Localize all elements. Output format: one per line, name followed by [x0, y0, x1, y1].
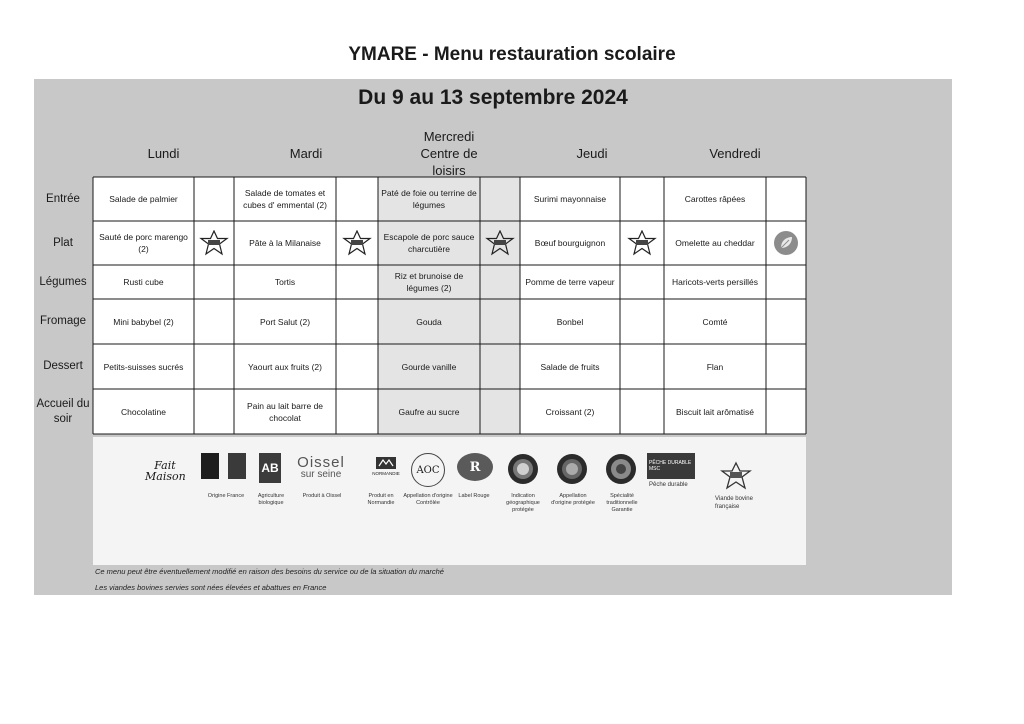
menu-cell-dessert-day-mardi: Yaourt aux fruits (2)	[247, 361, 322, 372]
day-lundi-header: Lundi	[147, 145, 180, 161]
origine-france-icon	[201, 453, 219, 479]
note-viande-origine: Les viandes bovines servies sont nées élevées et abattues en France	[95, 583, 327, 592]
menu-cell-entree-day-vendredi: Carottes râpées	[684, 194, 746, 204]
igp-icon	[507, 453, 539, 485]
menu-cell-dessert-day-lundi: Petits-suisses sucrés	[103, 361, 184, 372]
note-menu-modification: Ce menu peut être éventuellement modifié en raison des besoins du service ou de la situation du marché	[95, 567, 444, 576]
row-label-legumes: Légumes	[39, 275, 87, 288]
menu-cell-entree-day-jeudi: Surimi mayonnaise	[533, 194, 607, 204]
menu-cell-legumes-day-vendredi: Haricots-verts persillés	[672, 277, 758, 287]
legend-label-label-rouge: Label Rouge	[458, 493, 490, 499]
menu-cell-plat-day-mardi: Pâte à la Milanaise	[249, 238, 321, 248]
day-jeudi-header: Jeudi	[576, 145, 608, 161]
aoc-icon: AOC	[411, 453, 445, 487]
menu-cell-fromage-day-mercredi: Gouda	[416, 316, 442, 327]
menu-cell-dessert-day-jeudi: Salade de fruits	[540, 361, 600, 372]
day-mercredi-header: Mercredi Centre de loisirs	[420, 128, 478, 178]
normandie-icon: NORMANDIE	[369, 453, 403, 479]
menu-cell-entree-day-mercredi: Paté de foie ou terrine de légumes	[381, 188, 477, 210]
legend-panel	[93, 437, 806, 565]
viande-bovine-francaise-icon	[194, 221, 234, 265]
menu-cell-accueil-du-soir-day-lundi: Chocolatine	[121, 406, 166, 417]
menu-cell-legumes-day-jeudi: Pomme de terre vapeur	[525, 277, 615, 287]
msc-peche-durable-icon: PÊCHE DURABLE MSC	[647, 453, 695, 479]
page-title: YMARE - Menu restauration scolaire	[348, 44, 676, 65]
menu-cell-dessert-day-vendredi: Flan	[706, 361, 724, 372]
menu-cell-accueil-du-soir-day-vendredi: Biscuit lait arômatisé	[676, 406, 754, 417]
legend-label-igp: Indication géographique protégée	[506, 493, 540, 513]
menu-cell-fromage-day-lundi: Mini babybel (2)	[113, 316, 174, 327]
origine-france-stripe-icon	[228, 453, 246, 479]
legend-label-aoc: Appellation d'origine Contrôlée	[403, 493, 453, 506]
menu-cell-legumes-day-mardi: Tortis	[274, 277, 296, 287]
menu-cell-accueil-du-soir-day-jeudi: Croissant (2)	[545, 406, 595, 417]
menu-cell-fromage-day-mardi: Port Salut (2)	[259, 316, 311, 327]
legend-label-peche-durable: Pêche durable	[649, 482, 688, 488]
fait-maison-logo: Fait Maison	[145, 459, 186, 483]
menu-sheet	[34, 79, 952, 595]
viande-bovine-francaise-icon	[480, 221, 520, 265]
menu-cell-plat-day-jeudi: Bœuf bourguignon	[534, 238, 606, 248]
viande-bovine-francaise-icon	[719, 461, 753, 491]
vegetarian-leaf-icon	[766, 221, 806, 265]
menu-cell-entree-day-mardi: Salade de tomates et cubes d' emmental (2)	[243, 188, 327, 210]
menu-cell-entree-day-lundi: Salade de palmier	[109, 194, 178, 204]
legend-label-stg: Spécialité traditionnelle Garantie	[606, 493, 638, 513]
menu-cell-plat-day-mercredi: Escapole de porc sauce charcutière	[383, 232, 475, 254]
menu-cell-accueil-du-soir-day-mardi: Pain au lait barre de chocolat	[246, 400, 324, 423]
legend-label-aop: Appellation d'origine protégée	[551, 493, 595, 506]
menu-cell-plat-day-lundi: Sauté de porc marengo (2)	[99, 232, 188, 254]
menu-cell-plat-day-vendredi: Omelette au cheddar	[675, 238, 755, 248]
label-rouge-icon: R	[457, 453, 493, 481]
legend-label-agriculture-biologique: Agriculture biologique	[257, 493, 285, 506]
row-label-dessert: Dessert	[43, 360, 83, 372]
viande-bovine-francaise-icon	[620, 221, 664, 265]
day-vendredi-header: Vendredi	[709, 145, 761, 161]
viande-bovine-francaise-icon	[336, 221, 378, 265]
menu-cell-accueil-du-soir-day-mercredi: Gaufre au sucre	[398, 406, 460, 417]
row-label-entree: Entrée	[46, 192, 80, 205]
row-label-accueil-du-soir: Accueil du soir	[36, 397, 90, 425]
menu-cell-fromage-day-jeudi: Bonbel	[556, 316, 584, 327]
menu-cell-dessert-day-mercredi: Gourde vanille	[401, 361, 457, 372]
day-mardi-header: Mardi	[289, 145, 323, 161]
legend-label-produit-a-oissel: Produit à Oissel	[302, 493, 342, 499]
menu-cell-legumes-day-mercredi: Riz et brunoise de légumes (2)	[394, 271, 464, 293]
agriculture-biologique-icon: AB	[259, 453, 281, 483]
row-label-fromage: Fromage	[39, 315, 87, 327]
menu-cell-legumes-day-lundi: Rusti cube	[123, 277, 164, 287]
legend-label-produit-en-normandie: Produit en Normandie	[367, 493, 395, 506]
row-label-plat: Plat	[53, 236, 73, 249]
aop-icon	[556, 453, 588, 485]
oissel-logo: Oissel sur seine	[297, 453, 345, 480]
legend-label-viande-bovine-francaise: Viande bovine française	[715, 496, 753, 510]
legend-label-origine-france: Origine France	[207, 493, 245, 499]
menu-cell-fromage-day-vendredi: Comté	[702, 316, 728, 327]
stg-icon	[605, 453, 637, 485]
week-period: Du 9 au 13 septembre 2024	[358, 86, 628, 109]
